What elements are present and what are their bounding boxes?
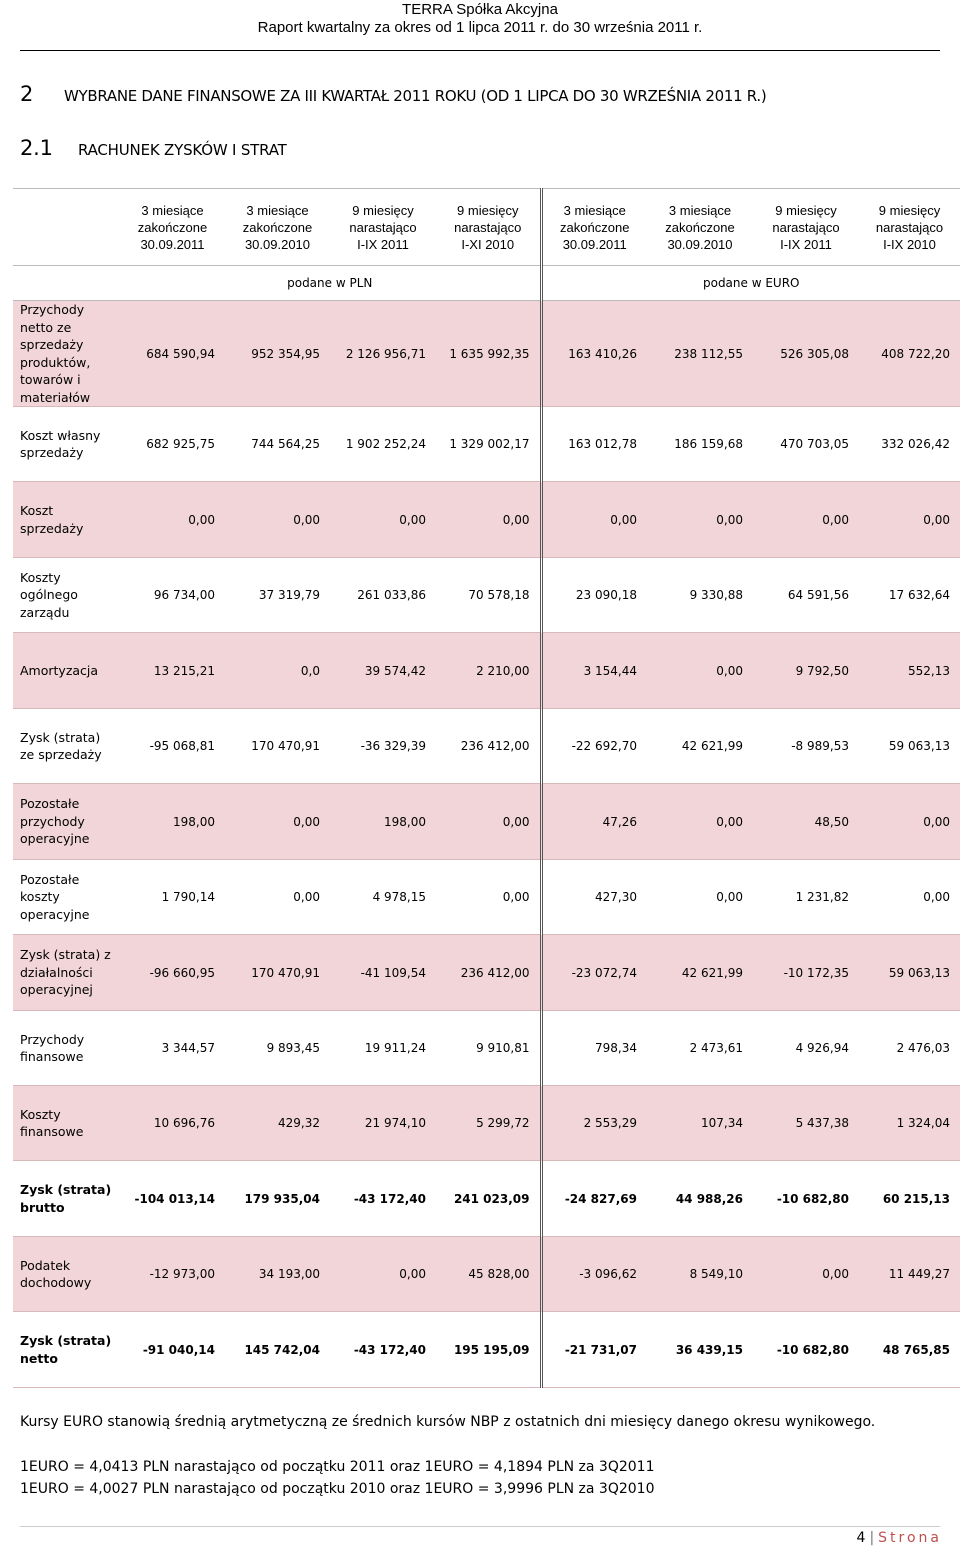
column-header: 9 miesięcy narastająco I-IX 2011 [753, 189, 859, 266]
table-row [13, 633, 960, 709]
value-cell: 552,13 [859, 633, 960, 709]
value-cell: 0,00 [647, 633, 753, 709]
value-cell: 0,00 [330, 482, 436, 558]
value-cell: 23 090,18 [541, 558, 647, 633]
value-cell: 682 925,75 [120, 407, 225, 482]
value-cell: 5 299,72 [436, 1086, 541, 1161]
value-cell: 48,50 [753, 784, 859, 860]
table-row [13, 709, 960, 784]
column-header-row [13, 189, 960, 266]
column-header: 9 miesięcy narastająco I-IX 2011 [330, 189, 436, 266]
column-header: 3 miesiące zakończone 30.09.2010 [647, 189, 753, 266]
section-2-number: 2 [20, 82, 34, 106]
exchange-rate-2011: 1EURO = 4,0413 PLN narastająco od początku 2011 oraz 1EURO = 4,1894 PLN za 3Q2011 [20, 1459, 655, 1475]
value-cell: 11 449,27 [859, 1237, 960, 1312]
value-cell: 70 578,18 [436, 558, 541, 633]
value-cell: -43 172,40 [330, 1161, 436, 1237]
value-cell: -8 989,53 [753, 709, 859, 784]
value-cell: 198,00 [120, 784, 225, 860]
page-number: 4 [856, 1530, 866, 1546]
row-label: Koszty ogólnego zarządu [13, 558, 120, 633]
value-cell: 2 126 956,71 [330, 301, 436, 407]
value-cell: -36 329,39 [330, 709, 436, 784]
value-cell: 0,00 [436, 784, 541, 860]
value-cell: 236 412,00 [436, 935, 541, 1011]
value-cell: -10 172,35 [753, 935, 859, 1011]
row-label: Koszt własny sprzedaży [13, 407, 120, 482]
column-header: 9 miesięcy narastająco I-XI 2010 [436, 189, 541, 266]
value-cell: 45 828,00 [436, 1237, 541, 1312]
value-cell: -10 682,80 [753, 1161, 859, 1237]
value-cell: -43 172,40 [330, 1312, 436, 1388]
value-cell: 684 590,94 [120, 301, 225, 407]
value-cell: 64 591,56 [753, 558, 859, 633]
value-cell: -12 973,00 [120, 1237, 225, 1312]
value-cell: -10 682,80 [753, 1312, 859, 1388]
value-cell: 44 988,26 [647, 1161, 753, 1237]
value-cell: 0,00 [859, 482, 960, 558]
value-cell: 1 324,04 [859, 1086, 960, 1161]
table-row [13, 1237, 960, 1312]
table-row [13, 1086, 960, 1161]
row-label: Koszt sprzedaży [13, 482, 120, 558]
value-cell: 408 722,20 [859, 301, 960, 407]
value-cell: 21 974,10 [330, 1086, 436, 1161]
value-cell: 107,34 [647, 1086, 753, 1161]
value-cell: 0,00 [225, 482, 330, 558]
row-label: Pozostałe koszty operacyjne [13, 860, 120, 935]
section-2-1-number: 2.1 [20, 136, 53, 160]
value-cell: 0,00 [436, 482, 541, 558]
value-cell: 13 215,21 [120, 633, 225, 709]
value-cell: 3 154,44 [541, 633, 647, 709]
value-cell: -95 068,81 [120, 709, 225, 784]
value-cell: 0,00 [436, 860, 541, 935]
value-cell: 195 195,09 [436, 1312, 541, 1388]
value-cell: 526 305,08 [753, 301, 859, 407]
value-cell: 0,00 [753, 482, 859, 558]
table-row [13, 1011, 960, 1086]
value-cell: 2 476,03 [859, 1011, 960, 1086]
value-cell: 0,0 [225, 633, 330, 709]
value-cell: 19 911,24 [330, 1011, 436, 1086]
table-row [13, 558, 960, 633]
value-cell: 1 231,82 [753, 860, 859, 935]
value-cell: 9 330,88 [647, 558, 753, 633]
value-cell: 0,00 [859, 860, 960, 935]
value-cell: 37 319,79 [225, 558, 330, 633]
row-label: Zysk (strata) ze sprzedaży [13, 709, 120, 784]
value-cell: 42 621,99 [647, 709, 753, 784]
value-cell: 163 410,26 [541, 301, 647, 407]
unit-eur: podane w EURO [541, 266, 960, 301]
value-cell: -21 731,07 [541, 1312, 647, 1388]
value-cell: 34 193,00 [225, 1237, 330, 1312]
income-statement-table [13, 188, 960, 1388]
value-cell: 261 033,86 [330, 558, 436, 633]
value-cell: 170 470,91 [225, 709, 330, 784]
row-label: Zysk (strata) brutto [13, 1161, 120, 1237]
value-cell: 0,00 [120, 482, 225, 558]
table-row [13, 860, 960, 935]
value-cell: 96 734,00 [120, 558, 225, 633]
row-label: Podatek dochodowy [13, 1237, 120, 1312]
value-cell: 4 978,15 [330, 860, 436, 935]
row-label: Koszty finansowe [13, 1086, 120, 1161]
column-header: 3 miesiące zakończone 30.09.2011 [541, 189, 647, 266]
column-header: 3 miesiące zakończone 30.09.2011 [120, 189, 225, 266]
table-row [13, 482, 960, 558]
value-cell: 186 159,68 [647, 407, 753, 482]
value-cell: 429,32 [225, 1086, 330, 1161]
value-cell: -3 096,62 [541, 1237, 647, 1312]
section-2-title: WYBRANE DANE FINANSOWE ZA III KWARTAŁ 2011 ROKU (OD 1 LIPCA DO 30 WRZEŚNIA 2011 R.) [64, 87, 767, 105]
company-name: TERRA Spółka Akcyjna [402, 1, 558, 18]
value-cell: 332 026,42 [859, 407, 960, 482]
value-cell: 0,00 [225, 784, 330, 860]
exchange-rate-note: Kursy EURO stanowią średnią arytmetyczną ze średnich kursów NBP z ostatnich dni miesięcy danego okresu wynikowego. [20, 1414, 876, 1430]
value-cell: 47,26 [541, 784, 647, 860]
value-cell: 0,00 [330, 1237, 436, 1312]
value-cell: 241 023,09 [436, 1161, 541, 1237]
unit-row [13, 266, 960, 301]
value-cell: 163 012,78 [541, 407, 647, 482]
value-cell: 145 742,04 [225, 1312, 330, 1388]
column-header: 3 miesiące zakończone 30.09.2010 [225, 189, 330, 266]
value-cell: 36 439,15 [647, 1312, 753, 1388]
value-cell: 179 935,04 [225, 1161, 330, 1237]
value-cell: 1 790,14 [120, 860, 225, 935]
value-cell: 3 344,57 [120, 1011, 225, 1086]
value-cell: 1 329 002,17 [436, 407, 541, 482]
page-footer [857, 1530, 942, 1546]
value-cell: 0,00 [859, 784, 960, 860]
footer-divider [20, 1526, 940, 1527]
value-cell: 5 437,38 [753, 1086, 859, 1161]
value-cell: 59 063,13 [859, 935, 960, 1011]
exchange-rate-2010: 1EURO = 4,0027 PLN narastająco od początku 2010 oraz 1EURO = 3,9996 PLN za 3Q2010 [20, 1481, 655, 1497]
row-label: Zysk (strata) z działalności operacyjnej [13, 935, 120, 1011]
column-header: 9 miesięcy narastająco I-IX 2010 [859, 189, 960, 266]
value-cell: 0,00 [541, 482, 647, 558]
value-cell: 170 470,91 [225, 935, 330, 1011]
report-period: Raport kwartalny za okres od 1 lipca 2011 r. do 30 września 2011 r. [257, 19, 703, 36]
value-cell: 2 210,00 [436, 633, 541, 709]
value-cell: 0,00 [647, 784, 753, 860]
table-row [13, 935, 960, 1011]
table-row [13, 301, 960, 407]
table-row [13, 784, 960, 860]
header-corner [13, 189, 120, 266]
table-row [13, 407, 960, 482]
value-cell: -41 109,54 [330, 935, 436, 1011]
value-cell: 238 112,55 [647, 301, 753, 407]
footer-label: Strona [878, 1530, 942, 1546]
value-cell: 1 902 252,24 [330, 407, 436, 482]
unit-corner [13, 266, 120, 301]
value-cell: 952 354,95 [225, 301, 330, 407]
value-cell: 2 473,61 [647, 1011, 753, 1086]
value-cell: 4 926,94 [753, 1011, 859, 1086]
value-cell: 9 893,45 [225, 1011, 330, 1086]
section-2-heading [20, 82, 766, 106]
value-cell: 0,00 [753, 1237, 859, 1312]
header-divider [20, 50, 940, 51]
value-cell: -104 013,14 [120, 1161, 225, 1237]
value-cell: -24 827,69 [541, 1161, 647, 1237]
value-cell: 1 635 992,35 [436, 301, 541, 407]
value-cell: -23 072,74 [541, 935, 647, 1011]
value-cell: 798,34 [541, 1011, 647, 1086]
value-cell: 42 621,99 [647, 935, 753, 1011]
value-cell: 198,00 [330, 784, 436, 860]
value-cell: -22 692,70 [541, 709, 647, 784]
value-cell: 470 703,05 [753, 407, 859, 482]
value-cell: 236 412,00 [436, 709, 541, 784]
value-cell: 0,00 [647, 482, 753, 558]
value-cell: 39 574,42 [330, 633, 436, 709]
value-cell: 48 765,85 [859, 1312, 960, 1388]
footer-separator: | [869, 1530, 875, 1546]
section-2-1-title: RACHUNEK ZYSKÓW I STRAT [78, 141, 287, 159]
value-cell: 10 696,76 [120, 1086, 225, 1161]
row-label: Przychody netto ze sprzedaży produktów, towarów i materiałów [13, 301, 120, 407]
row-label: Amortyzacja [13, 633, 120, 709]
value-cell: 60 215,13 [859, 1161, 960, 1237]
value-cell: 0,00 [225, 860, 330, 935]
income-statement-table-wrap [13, 188, 960, 1388]
value-cell: -96 660,95 [120, 935, 225, 1011]
value-cell: 9 910,81 [436, 1011, 541, 1086]
value-cell: 427,30 [541, 860, 647, 935]
value-cell: 8 549,10 [647, 1237, 753, 1312]
row-label: Zysk (strata) netto [13, 1312, 120, 1388]
value-cell: 59 063,13 [859, 709, 960, 784]
value-cell: 17 632,64 [859, 558, 960, 633]
value-cell: 9 792,50 [753, 633, 859, 709]
row-label: Przychody finansowe [13, 1011, 120, 1086]
unit-pln: podane w PLN [120, 266, 541, 301]
value-cell: 2 553,29 [541, 1086, 647, 1161]
value-cell: 744 564,25 [225, 407, 330, 482]
section-2-1-heading [20, 136, 287, 160]
value-cell: -91 040,14 [120, 1312, 225, 1388]
row-label: Pozostałe przychody operacyjne [13, 784, 120, 860]
value-cell: 0,00 [647, 860, 753, 935]
table-row [13, 1161, 960, 1237]
table-row [13, 1312, 960, 1388]
